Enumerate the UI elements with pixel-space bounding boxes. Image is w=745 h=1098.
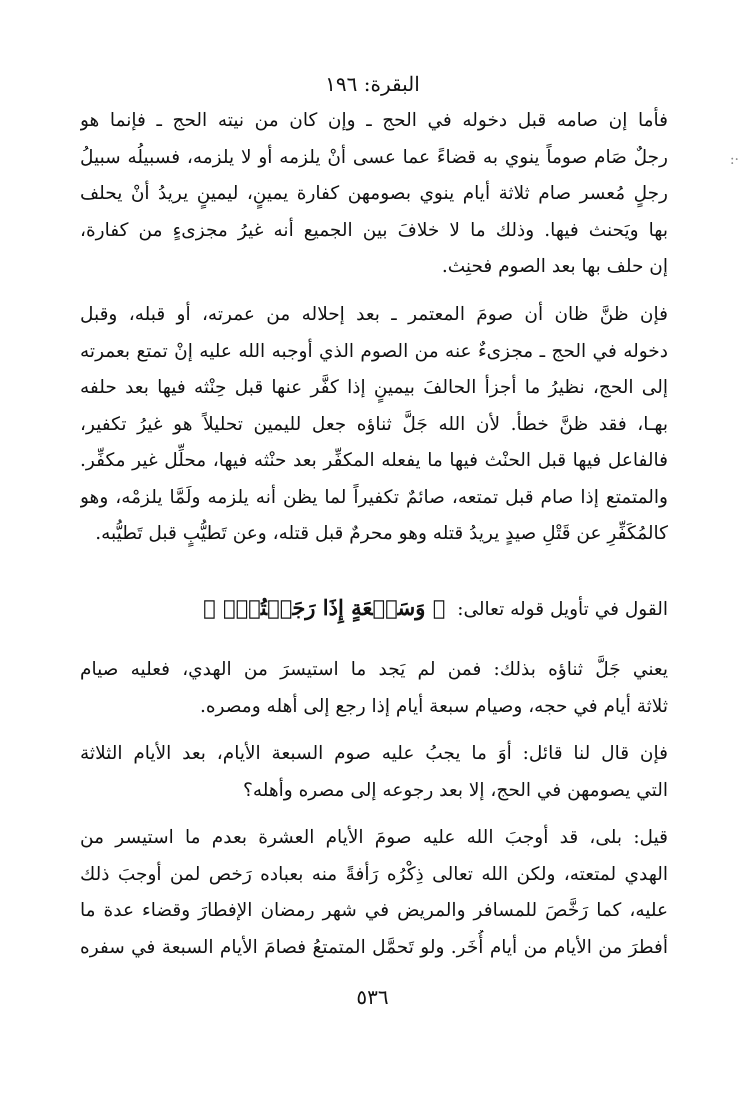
text-line: رجلٍ مُعسر صام ثلاثة أيام ينوي بصومهن كفارة يمينٍ، ليمينٍ يريدُ أنْ يحلف (80, 183, 668, 204)
margin-mark: ·: (729, 152, 739, 168)
text-line: فإن ظنَّ ظان أن صومَ المعتمر ـ بعد إحلاله من عمرته، أو قبله، وقبل (80, 304, 668, 325)
paragraph-2 (80, 297, 668, 553)
text-line: والمتمتع إذا صام قبل تمتعه، صائمٌ تكفيراً لما يظن أنه يلزمه ولَمَّا يلزمْه، وهو (80, 486, 668, 508)
paragraph-3 (80, 652, 668, 725)
running-header: البقرة: ١٩٦ (325, 72, 420, 96)
paragraph-4 (80, 736, 668, 809)
text-line: إن حلف بها بعد الصوم فحنِث. (441, 256, 668, 277)
text-line: بها ويَحنث فيها. وذلك ما لا خلافَ بين الجميع أنه غيرُ مجزىءٍ من كفارة، (80, 219, 668, 241)
text-line: بهـا، فقد ظنَّ خطأ. لأن الله جَلَّ ثناؤه جعل لليمين تحليلاً هو غيرُ تكفير، (80, 413, 668, 435)
text-line: الهدي لمتعته، ولكن الله تعالى ذِكْرُه رَأفةً منه بعباده رَخص لمن أوجبَ ذلك (80, 863, 668, 885)
paragraph-1 (80, 103, 668, 286)
heading-text: القول في تأويل قوله تعالى: (457, 599, 668, 620)
text-line: يعني جَلَّ ثناؤه بذلك: فمن لم يَجد ما استيسرَ من الهدي، فعليه صيام (80, 659, 668, 680)
text-line: التي يصومهن في الحج، إلا بعد رجوعه إلى مصره وأهله؟ (243, 779, 668, 801)
paragraph-5 (80, 820, 668, 966)
text-line: عليه، كما رَخَّصَ للمسافر والمريض في شهر رمضان الإفطارَ وقضاء عدة ما (80, 900, 668, 921)
text-line: إلى الحج، نظيرُ ما أجزأ الحالفَ بيمينٍ إذا كفَّر عنها قبل حِنْثه فيها بعد حلفه (80, 377, 668, 398)
text-line: قيل: بلى، قد أوجبَ الله عليه صومَ الأيام العشرة بعدم ما استيسر من (80, 827, 668, 848)
text-line: أفطرَ من الأيام من أيام أُخَر. ولو تَحمَّل المتمتعُ فصامَ الأيام السبعة في سفره (80, 936, 668, 958)
page-number: ٥٣٦ (356, 985, 389, 1009)
text-line: رجلٌ صَام صوماً ينوي به قضاءً عما عسى أنْ يلزمه أو لا يلزمه، فسبيلُه سبيلُ (80, 146, 668, 168)
text-line: كالمُكَفِّرِ عن قَتْلِ صيدٍ يريدُ قتله وهو محرمٌ قبل قتله، وعن تَطيُّبٍ قبل تَطيُّبه. (95, 523, 668, 544)
quran-verse: ﴿ وَسَبۡعَةٍ إِذَا رَجَعۡتُمۡۗ ﴾ (203, 595, 446, 620)
text-line: فالفاعل فيها قبل الحنْث فيها ما يفعله المكفِّر بعد حنْثه فيها، محلِّل غير مكفِّر. (80, 450, 668, 471)
text-line: فإن قال لنا قائل: أوَ ما يجبُ عليه صوم السبعة الأيام، بعد الأيام الثلاثة (80, 743, 668, 764)
text-line: فأما إن صامه قبل دخوله في الحج ـ وإن كان من نيته الحج ـ فإنما هو (80, 110, 668, 131)
section-heading (80, 588, 668, 628)
text-line: دخوله في الحج ـ مجزىءٌ عنه من الصوم الذي أوجبه الله عليه إنْ تمتع بعمرته (80, 340, 668, 362)
text-line: ثلاثة أيام في حجه، وصيام سبعة أيام إذا رجع إلى أهله ومصره. (199, 695, 668, 717)
